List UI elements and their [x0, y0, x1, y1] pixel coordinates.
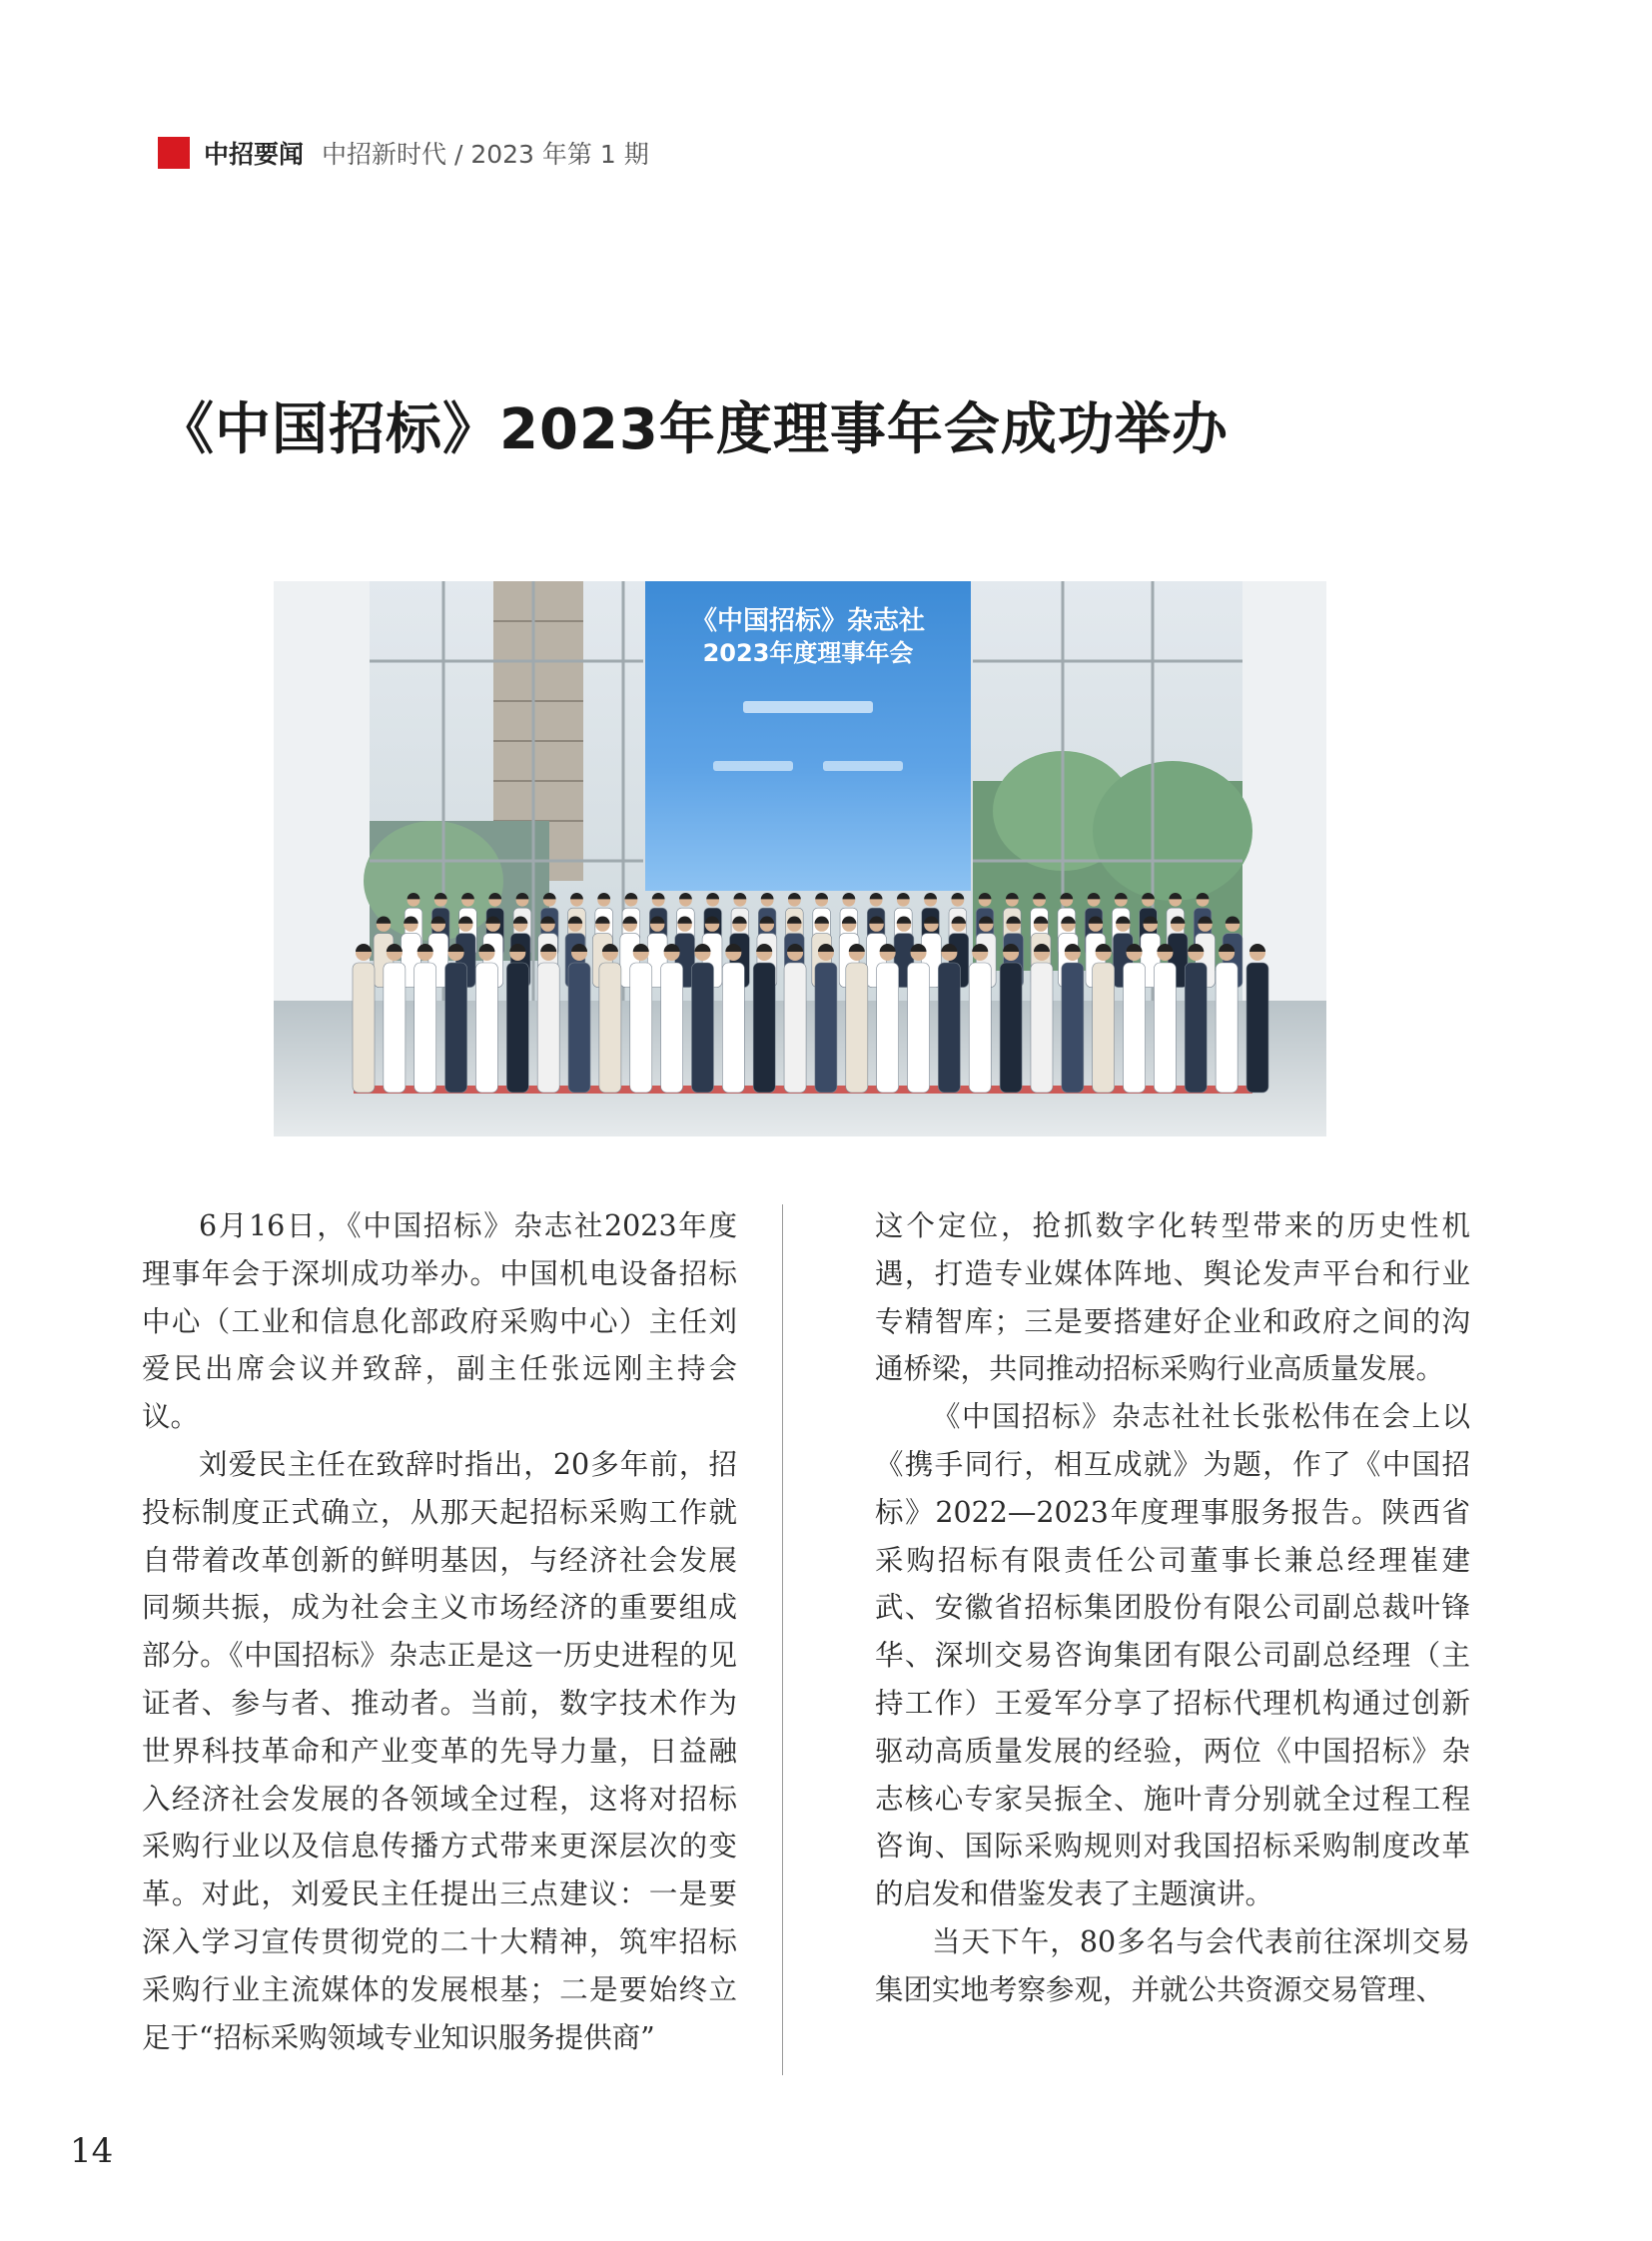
screen-title-line1: 《中国招标》杂志社	[690, 606, 926, 636]
paragraph: 《中国招标》杂志社社长张松伟在会上以《携手同行，相互成就》为题，作了《中国招标》2022—2023年度理事服务报告。陕西省采购招标有限责任公司董事长兼总经理崔建武、安徽省招标集团股份有限公司副总裁叶锋华、深圳交易咨询集团有限公司副总经理（主持工作）王爱军分享了招标代理机构通过创新驱动高质量发展的经验，两位《中国招标》杂志核心专家吴振全、施叶青分别就全过程工程咨询、国际采购规则对我国招标采购制度改革的启发和借鉴发表了主题演讲。	[875, 1400, 1470, 1911]
body-column-right	[875, 1202, 1470, 2014]
event-photo	[274, 581, 1326, 1136]
event-photo-illustration	[274, 581, 1326, 1136]
paragraph: 6月16日，《中国招标》杂志社2023年度理事年会于深圳成功举办。中国机电设备招标中心（工业和信息化部政府采购中心）主任刘爱民出席会议并致辞，副主任张远刚主持会议。	[142, 1209, 737, 1434]
section-name: 中招要闻	[204, 140, 305, 169]
issue-label: 中招新时代 / 2023 年第 1 期	[322, 140, 649, 169]
column-divider	[782, 1204, 783, 2075]
paragraph: 这个定位，抢抓数字化转型带来的历史性机遇，打造专业媒体阵地、舆论发声平台和行业专精智库；三是要搭建好企业和政府之间的沟通桥梁，共同推动招标采购行业高质量发展。	[875, 1209, 1470, 1386]
paragraph: 刘爱民主任在致辞时指出，20多年前，招投标制度正式确立，从那天起招标采购工作就自带着改革创新的鲜明基因，与经济社会发展同频共振，成为社会主义市场经济的重要组成部分。《中国招标》杂志正是这一历史进程的见证者、参与者、推动者。当前，数字技术作为世界科技革命和产业变革的先导力量，日益融入经济社会发展的各领域全过程，这将对招标采购行业以及信息传播方式带来更深层次的变革。对此，刘爱民主任提出三点建议：一是要深入学习宣传贯彻党的二十大精神，筑牢招标采购行业主流媒体的发展根基；二是要始终立足于“招标采购领域专业知识服务提供商”	[142, 1447, 737, 2054]
running-header	[158, 136, 649, 170]
body-column-left	[142, 1202, 737, 2061]
paragraph: 当天下午，80多名与会代表前往深圳交易集团实地考察参观，并就公共资源交易管理、	[875, 1924, 1470, 2006]
section-marker	[158, 137, 190, 169]
page-number: 14	[70, 2131, 114, 2171]
screen-title-line2: 2023年度理事年会	[702, 639, 914, 667]
article-title: 《中国招标》2023年度理事年会成功举办	[158, 397, 1229, 462]
